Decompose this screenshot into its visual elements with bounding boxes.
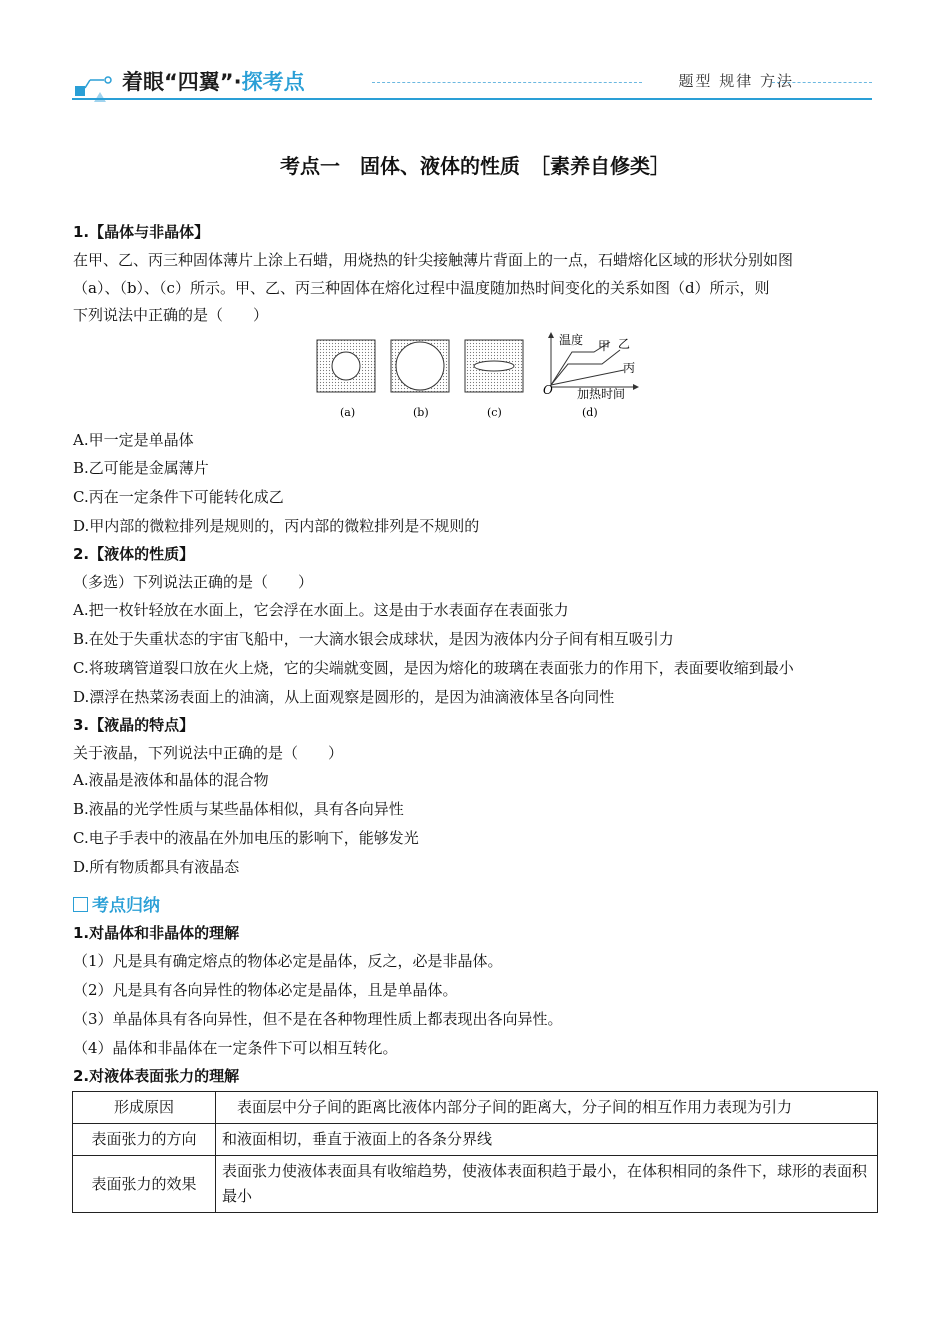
summary-heading-text: 考点归纳 — [92, 896, 160, 916]
header-dash-left — [372, 82, 642, 83]
q3-option-b: B.液晶的光学性质与某些晶体相似，具有各向异性 — [73, 800, 404, 818]
header-title-prefix: 着眼“四翼”· — [122, 70, 242, 94]
page-header — [72, 62, 872, 108]
q1-stem-line-2: （a）、（b）、（c）所示。甲、乙、丙三种固体在熔化过程中温度随加热时间变化的关系如图（d）所示，则 — [73, 279, 770, 297]
header-rule — [72, 98, 872, 100]
header-right-text: 题型 规律 方法 — [678, 72, 794, 90]
q2-option-b: B.在处于失重状态的宇宙飞船中，一大滴水银会成球状，是因为液体内分子间有相互吸引力 — [73, 630, 674, 648]
q1-option-b: B.乙可能是金属薄片 — [73, 459, 209, 477]
q2-option-d: D.漂浮在热菜汤表面上的油滴，从上面观察是圆形的，是因为油滴液体呈各向同性 — [73, 688, 615, 706]
header-title — [122, 66, 305, 96]
summary-sub1: 1.对晶体和非晶体的理解 — [73, 924, 240, 942]
figure-label-a: (a) — [340, 406, 356, 419]
summary-sub2: 2.对液体表面张力的理解 — [73, 1067, 240, 1085]
section-title: 考点一 固体、液体的性质 ［素养自修类］ — [280, 154, 670, 178]
figure-b — [391, 340, 449, 392]
table-cell-label: 形成原因 — [73, 1092, 216, 1124]
summary-point-1: （1）凡是具有确定熔点的物体必定是晶体，反之，必是非晶体。 — [73, 952, 503, 970]
q1-stem-line-1: 在甲、乙、丙三种固体薄片上涂上石蜡，用烧热的针尖接触薄片背面上的一点，石蜡熔化区域的形状分别如图 — [73, 251, 794, 269]
table-row — [73, 1124, 878, 1156]
q1-option-d: D.甲内部的微粒排列是规则的，丙内部的微粒排列是不规则的 — [73, 517, 480, 535]
summary-point-3: （3）单晶体具有各向异性，但不是在各种物理性质上都表现出各向异性。 — [73, 1010, 563, 1028]
axis-y-label: 温度 — [559, 333, 584, 347]
axis-x-label: 加热时间 — [577, 387, 626, 401]
q1-option-c: C.丙在一定条件下可能转化成乙 — [73, 488, 284, 506]
table-row — [73, 1156, 878, 1213]
figure-label-c: (c) — [487, 406, 502, 419]
figure-label-d: (d) — [582, 406, 598, 419]
q2-stem: （多选）下列说法正确的是（ ） — [73, 573, 314, 591]
q1-option-a: A.甲一定是单晶体 — [73, 431, 194, 449]
table-cell-value: 和液面相切，垂直于液面上的各条分界线 — [216, 1124, 878, 1156]
table-cell-value: 表面张力使液体表面具有收缩趋势，使液体表面积趋于最小，在体积相同的条件下，球形的表面积最小 — [216, 1156, 878, 1213]
table-cell-label: 表面张力的方向 — [73, 1124, 216, 1156]
header-decoration-icon — [72, 70, 118, 106]
curve-label-yi: 乙 — [618, 337, 631, 351]
table-cell-value: 表面层中分子间的距离比液体内部分子间的距离大，分子间的相互作用力表现为引力 — [216, 1092, 878, 1124]
table-row — [73, 1092, 878, 1124]
figure-a — [317, 340, 375, 392]
q2-option-a: A.把一枚针轻放在水面上，它会浮在水面上。这是由于水表面存在表面张力 — [73, 601, 569, 619]
q1-heading: 1.【晶体与非晶体】 — [73, 223, 210, 241]
curve-yi — [551, 350, 620, 385]
figure-label-b: (b) — [413, 406, 429, 419]
q2-heading: 2.【液体的性质】 — [73, 545, 195, 563]
header-title-accent: 探考点 — [241, 70, 305, 94]
curve-label-bing: 丙 — [623, 361, 636, 375]
q3-heading: 3.【液晶的特点】 — [73, 716, 195, 734]
q2-option-c: C.将玻璃管道裂口放在火上烧，它的尖端就变圆，是因为熔化的玻璃在表面张力的作用下，表面要收缩到最小 — [73, 659, 794, 677]
q3-stem: 关于液晶，下列说法中正确的是（ ） — [73, 744, 344, 762]
summary-heading — [73, 891, 160, 916]
curve-label-jia: 甲 — [598, 339, 611, 353]
q1-stem-line-3: 下列说法中正确的是（ ） — [73, 306, 269, 324]
figure-c — [465, 340, 523, 392]
summary-point-2: （2）凡是具有各向异性的物体必定是晶体，且是单晶体。 — [73, 981, 458, 999]
surface-tension-table — [72, 1091, 878, 1213]
q3-option-c: C.电子手表中的液晶在外加电压的影响下，能够发光 — [73, 829, 419, 847]
q3-option-a: A.液晶是液体和晶体的混合物 — [73, 771, 269, 789]
summary-point-4: （4）晶体和非晶体在一定条件下可以相互转化。 — [73, 1039, 398, 1057]
q1-figure — [310, 330, 650, 422]
q3-option-d: D.所有物质都具有液晶态 — [73, 858, 240, 876]
axis-origin-label: O — [543, 383, 553, 397]
checkbox-square-icon — [73, 897, 88, 912]
table-cell-label: 表面张力的效果 — [73, 1156, 216, 1213]
